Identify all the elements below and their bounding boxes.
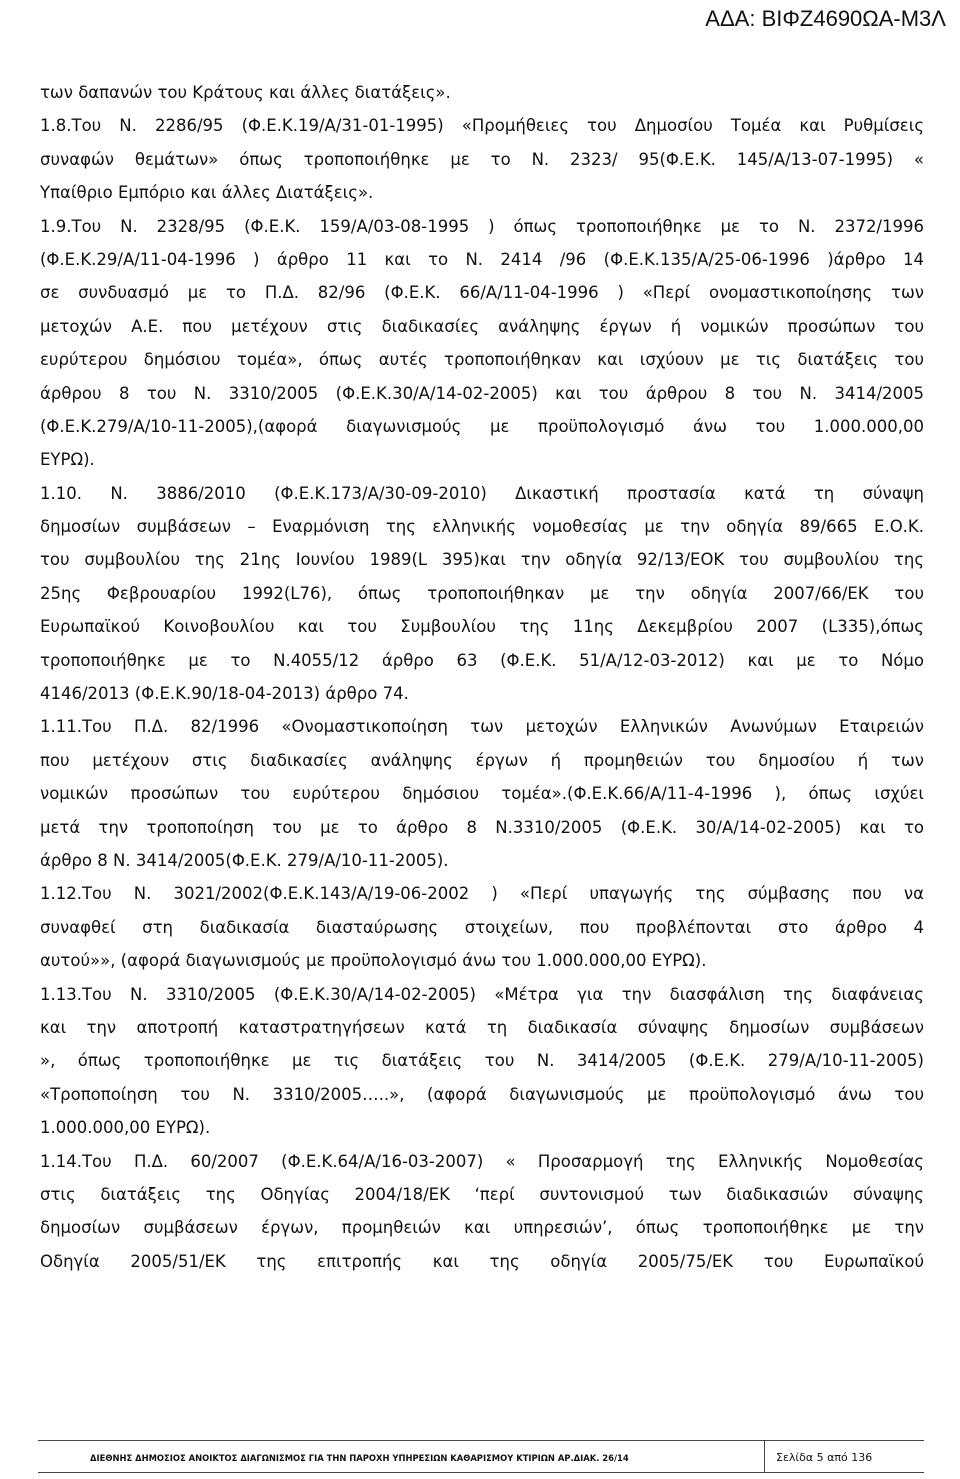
text-line: νομικών προσώπων του ευρύτερου δημόσιου τομέα».(Φ.Ε.Κ.66/Α/11-4-1996 ), όπως ισχύει	[40, 784, 924, 804]
text-line: του συμβουλίου της 21ης Ιουνίου 1989(L 395)και την οδηγία 92/13/ΕΟΚ του συμβουλίου της	[40, 550, 924, 570]
text-line: δημοσίων συμβάσεων – Εναρμόνιση της ελληνικής νομοθεσίας με την οδηγία 89/665 Ε.Ο.Κ.	[40, 517, 924, 537]
text-line: αυτού»», (αφορά διαγωνισμούς με προϋπολογισμό άνω του 1.000.000,00 ΕΥΡΩ).	[40, 951, 707, 971]
footer-bottom-rule	[38, 1472, 924, 1473]
text-line: 1.14.Του Π.Δ. 60/2007 (Φ.Ε.Κ.64/Α/16-03-2007) « Προσαρμογή της Ελληνικής Νομοθεσίας	[40, 1151, 924, 1171]
text-line: Υπαίθριο Εμπόριο και άλλες Διατάξεις».	[40, 183, 374, 203]
text-line: 1.11.Του Π.Δ. 82/1996 «Ονομαστικοποίηση των μετοχών Ελληνικών Ανωνύμων Εταιρειών	[40, 717, 924, 737]
text-line: σε συνδυασμό με το Π.Δ. 82/96 (Φ.Ε.Κ. 66/Α/11-04-1996 ) «Περί ονομαστικοποίησης των	[40, 283, 924, 303]
text-line: μετά την τροποποίηση του με το άρθρο 8 Ν.3310/2005 (Φ.Ε.Κ. 30/Α/14-02-2005) και το	[40, 817, 924, 837]
document-body	[40, 76, 924, 1278]
text-line: Ευρωπαϊκού Κοινοβουλίου και του Συμβουλίου της 11ης Δεκεμβρίου 2007 (L335),όπως	[40, 617, 924, 637]
text-line: (Φ.Ε.Κ.279/Α/10-11-2005),(αφορά διαγωνισμούς με προϋπολογισμό άνω του 1.000.000,00	[40, 416, 924, 436]
text-line: 1.8.Του Ν. 2286/95 (Φ.Ε.Κ.19/Α/31-01-1995) «Προμήθειες του Δημοσίου Τομέα και Ρυθμίσεις	[40, 116, 924, 136]
text-line: των δαπανών του Κράτους και άλλες διατάξεις».	[40, 83, 451, 102]
text-line: μετοχών Α.Ε. που μετέχουν στις διαδικασίες ανάληψης έργων ή νομικών προσώπων του	[40, 316, 924, 336]
text-line: Οδηγία 2005/51/ΕΚ της επιτροπής και της οδηγία 2005/75/ΕΚ του Ευρωπαϊκού	[40, 1251, 924, 1271]
text-line: 1.13.Του Ν. 3310/2005 (Φ.Ε.Κ.30/Α/14-02-2005) «Μέτρα για την διασφάλιση της διαφάνειας	[40, 984, 924, 1004]
text-line: 25ης Φεβρουαρίου 1992(L76), όπως τροποποιήθηκαν με την οδηγία 2007/66/ΕΚ του	[40, 583, 924, 603]
text-line: άρθρου 8 του Ν. 3310/2005 (Φ.Ε.Κ.30/Α/14-02-2005) και του άρθρου 8 του Ν. 3414/2005	[40, 383, 924, 403]
text-line: άρθρο 8 Ν. 3414/2005(Φ.Ε.Κ. 279/Α/10-11-2005).	[40, 850, 449, 870]
text-line: ΕΥΡΩ).	[40, 450, 95, 470]
text-line: και την αποτροπή καταστρατηγήσεων κατά τη διαδικασία σύναψης δημοσίων συμβάσεων	[40, 1017, 924, 1037]
footer-top-rule	[38, 1440, 924, 1441]
page-number: Σελίδα 5 από 136	[776, 1451, 873, 1464]
footer-divider	[764, 1440, 765, 1472]
footer-title: ΔΙΕΘΝΗΣ ΔΗΜΟΣΙΟΣ ΑΝΟΙΚΤΟΣ ΔΙΑΓΩΝΙΣΜΟΣ ΓΙΑ ΤΗΝ ΠΑΡΟΧΗ ΥΠΗΡΕΣΙΩΝ ΚΑΘΑΡΙΣΜΟΥ ΚΤΙΡΙΩΝ ΑΡ.ΔΙΑΚ. 26/14	[90, 1453, 629, 1463]
text-line: 1.10. Ν. 3886/2010 (Φ.Ε.Κ.173/Α/30-09-2010) Δικαστική προστασία κατά τη σύναψη	[40, 483, 924, 503]
ada-code: ΑΔΑ: ΒΙΦΖ4690ΩΑ-Μ3Λ	[705, 6, 946, 31]
text-line: που μετέχουν στις διαδικασίες ανάληψης έργων ή προμηθειών του δημοσίου ή των	[40, 750, 924, 770]
text-line: «Τροποποίηση του Ν. 3310/2005…..», (αφορά διαγωνισμούς με προϋπολογισμό άνω του	[40, 1084, 924, 1104]
text-line: συναφθεί στη διαδικασία διασταύρωσης στοιχείων, που προβλέπονται στο άρθρο 4	[40, 917, 924, 937]
text-line: 1.9.Του Ν. 2328/95 (Φ.Ε.Κ. 159/Α/03-08-1995 ) όπως τροποποιήθηκε με το Ν. 2372/1996	[40, 216, 924, 236]
text-line: στις διατάξεις της Οδηγίας 2004/18/ΕΚ ‘περί συντονισμού των διαδικασιών σύναψης	[40, 1184, 924, 1204]
text-line: ευρύτερου δημόσιου τομέα», όπως αυτές τροποποιήθηκαν και ισχύουν με τις διατάξεις του	[40, 350, 924, 370]
text-line: 1.12.Του Ν. 3021/2002(Φ.Ε.Κ.143/Α/19-06-2002 ) «Περί υπαγωγής της σύμβασης που να	[40, 884, 924, 904]
text-line: συναφών θεμάτων» όπως τροποποιήθηκε με το Ν. 2323/ 95(Φ.Ε.Κ. 145/Α/13-07-1995) «	[40, 149, 924, 169]
text-line: 1.000.000,00 ΕΥΡΩ).	[40, 1118, 211, 1138]
text-line: τροποποιήθηκε με το Ν.4055/12 άρθρο 63 (Φ.Ε.Κ. 51/Α/12-03-2012) και με το Νόμο	[40, 650, 924, 670]
text-line: », όπως τροποποιήθηκε με τις διατάξεις του Ν. 3414/2005 (Φ.Ε.Κ. 279/Α/10-11-2005)	[40, 1051, 924, 1071]
text-line: δημοσίων συμβάσεων έργων, προμηθειών και υπηρεσιών’, όπως τροποποιήθηκε με την	[40, 1218, 924, 1238]
text-line: (Φ.Ε.Κ.29/Α/11-04-1996 ) άρθρο 11 και το Ν. 2414 /96 (Φ.Ε.Κ.135/Α/25-06-1996 )άρθρο 14	[40, 249, 924, 269]
text-line: 4146/2013 (Φ.Ε.Κ.90/18-04-2013) άρθρο 74.	[40, 684, 409, 704]
